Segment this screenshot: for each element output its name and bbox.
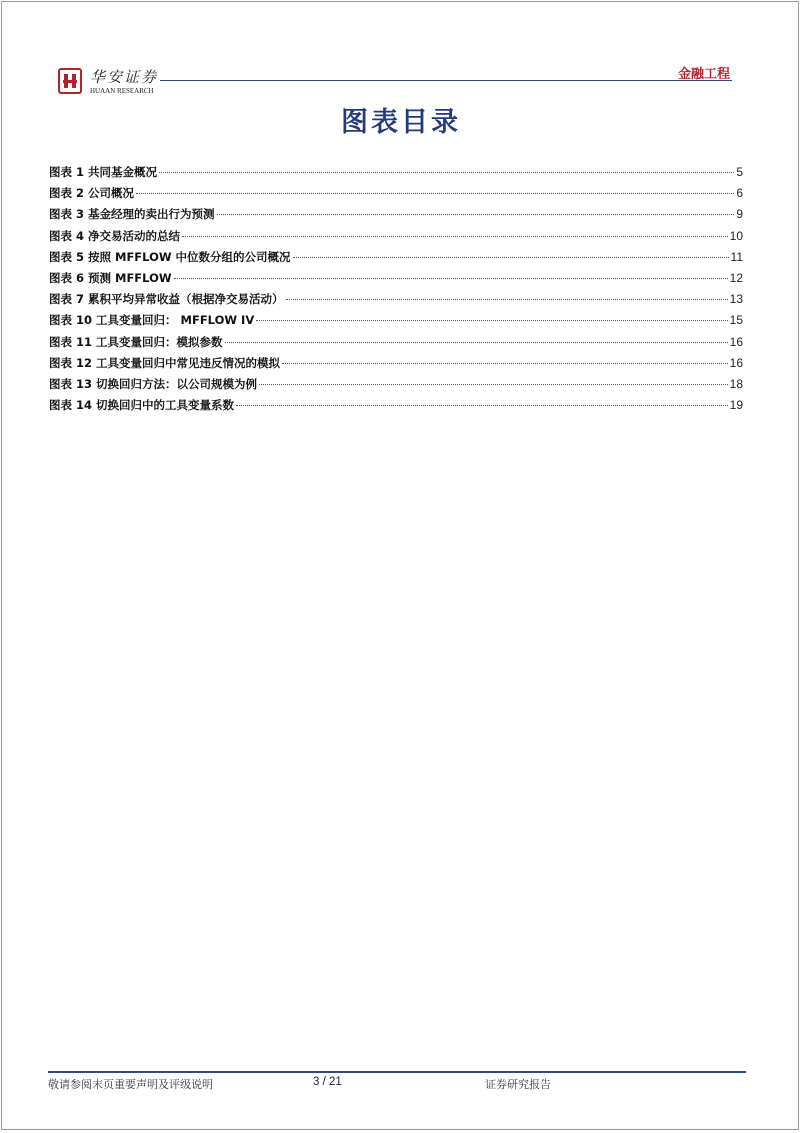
page-number: 3 / 21 — [313, 1076, 342, 1088]
table-of-figures — [49, 162, 743, 416]
toc-entry-page: 5 — [736, 165, 743, 179]
toc-entry-label: 图表 14 切换回归中的工具变量系数 — [49, 398, 235, 413]
toc-entry-label: 图表 4 净交易活动的总结 — [49, 228, 181, 243]
footer-disclaimer: 敬请参阅末页重要声明及评级说明 — [48, 1078, 213, 1091]
toc-entry-label: 图表 1 共同基金概况 — [49, 165, 158, 179]
toc-entry-page: 16 — [729, 334, 743, 349]
logo-english-name: HUAAN RESEARCH — [90, 87, 154, 95]
toc-entry-page: 6 — [736, 186, 743, 201]
toc-leader — [159, 172, 734, 173]
toc-entry-page: 11 — [730, 249, 743, 264]
toc-entry-page: 16 — [729, 355, 743, 370]
toc-entry[interactable] — [49, 226, 743, 247]
toc-entry-label: 图表 12 工具变量回归中常见违反情况的模拟 — [49, 355, 281, 370]
toc-entry[interactable] — [49, 268, 743, 289]
toc-entry-label: 图表 5 按照 MFFLOW 中位数分组的公司概况 — [49, 249, 291, 264]
page-title: 图表目录 — [341, 107, 461, 138]
toc-entry[interactable] — [49, 374, 743, 395]
toc-entry-label: 图表 11 工具变量回归：模拟参数 — [49, 334, 223, 349]
toc-leader — [136, 193, 734, 194]
toc-entry-page: 9 — [736, 207, 743, 222]
toc-leader — [236, 405, 728, 406]
toc-entry-page: 15 — [729, 313, 743, 328]
toc-leader — [217, 214, 735, 215]
toc-entry-label: 图表 13 切换回归方法：以公司规模为例 — [49, 376, 258, 391]
toc-entry[interactable] — [49, 204, 743, 225]
toc-leader — [259, 384, 728, 385]
toc-leader — [256, 320, 727, 321]
toc-entry[interactable] — [49, 247, 743, 268]
toc-entry-page: 19 — [729, 398, 743, 413]
toc-entry[interactable] — [49, 162, 743, 183]
toc-entry-page: 13 — [729, 292, 743, 307]
toc-leader — [225, 342, 728, 343]
toc-leader — [174, 278, 728, 279]
toc-leader — [286, 299, 728, 300]
footer-divider — [48, 1071, 746, 1073]
toc-entry-label: 图表 3 基金经理的卖出行为预测 — [49, 207, 215, 222]
toc-entry-page: 10 — [729, 228, 743, 243]
toc-entry-label: 图表 6 预测 MFFLOW — [49, 270, 172, 285]
toc-entry[interactable] — [49, 183, 743, 204]
toc-entry-page: 12 — [729, 270, 743, 285]
section-name: 金融工程 — [677, 67, 730, 82]
toc-leader — [282, 363, 728, 364]
toc-entry-label: 图表 2 公司概况 — [49, 186, 135, 201]
logo-seal-icon — [58, 68, 82, 94]
logo-name: 华安证券 — [90, 68, 159, 86]
toc-entry[interactable] — [49, 395, 743, 416]
toc-entry-label: 图表 7 累积平均异常收益（根据净交易活动） — [49, 292, 284, 307]
toc-entry-label: 图表 10 工具变量回归： MFFLOW IV — [49, 313, 255, 328]
toc-leader — [293, 257, 729, 258]
footer-doc-type: 证券研究报告 — [485, 1078, 551, 1091]
header-divider — [160, 80, 732, 81]
toc-entry[interactable] — [49, 310, 743, 331]
toc-entry[interactable] — [49, 353, 743, 374]
toc-entry[interactable] — [49, 332, 743, 353]
toc-leader — [182, 236, 728, 237]
toc-entry-page: 18 — [729, 376, 743, 391]
toc-entry[interactable] — [49, 289, 743, 310]
